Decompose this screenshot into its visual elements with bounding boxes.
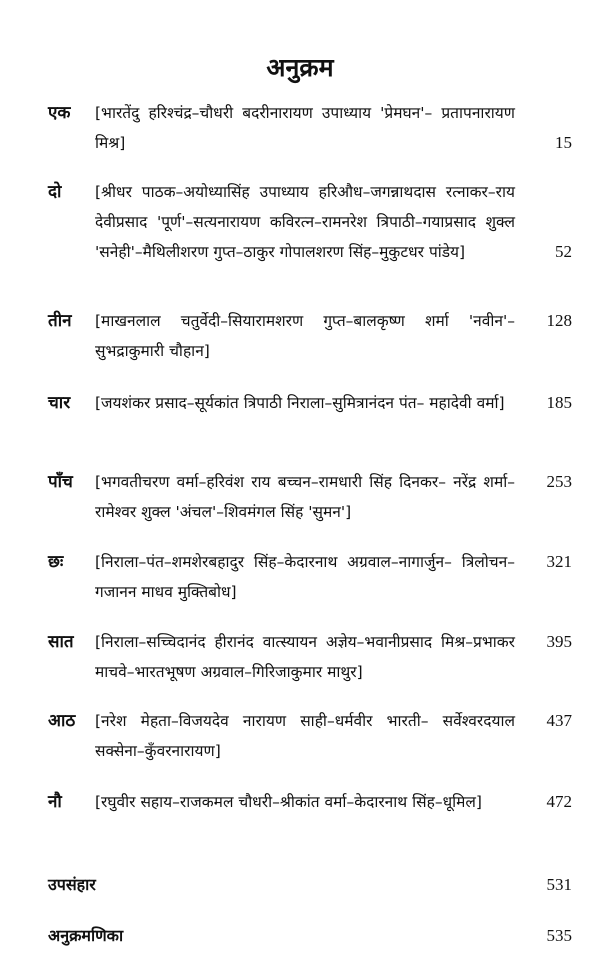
entry-text: [नरेश मेहता–विजयदेव नारायण साही–धर्मवीर भारती– सर्वेश्वरदयाल सक्सेना–कुँवरनारायण] xyxy=(95,712,515,760)
entry-text: [भारतेंदु हरिश्चंद्र–चौधरी बदरीनारायण उपाध्याय 'प्रेमघन'– प्रतापनारायण मिश्र] xyxy=(95,104,515,152)
entry-label: आठ xyxy=(48,711,76,731)
entry-label: एक xyxy=(48,103,71,123)
entry-page: 15 xyxy=(555,133,572,152)
entry-label: पाँच xyxy=(48,472,73,492)
entry-page: 52 xyxy=(555,242,572,261)
entry-text: [श्रीधर पाठक–अयोध्यासिंह उपाध्याय हरिऔध–जगन्नाथदास रत्नाकर–राय देवीप्रसाद 'पूर्ण'–सत्यनारायण कविरत्न–रामनरेश त्रिपाठी–गयाप्रसाद शुक्ल 'सनेही'–मैथिलीशरण गुप्त–ठाकुर गोपालशरण सिंह–मुकुटधर पांडेय] xyxy=(95,183,515,261)
entry-text: [निराला–पंत–शमशेरबहादुर सिंह–केदारनाथ अग्रवाल–नागार्जुन– त्रिलोचन–गजानन माधव मुक्तिबोध] xyxy=(95,553,515,601)
entry-page: 437 xyxy=(546,711,572,730)
entry-label: चार xyxy=(48,393,71,413)
entry-page: 531 xyxy=(546,875,572,894)
entry-label: छः xyxy=(48,552,64,572)
entry-page: 472 xyxy=(546,792,572,811)
entry-text: [रघुवीर सहाय–राजकमल चौधरी–श्रीकांत वर्मा–केदारनाथ सिंह–धूमिल] xyxy=(95,793,482,811)
entry-label: दो xyxy=(48,182,62,202)
entry-page: 395 xyxy=(546,632,572,651)
page-title: अनुक्रम xyxy=(266,53,334,82)
entry-page: 535 xyxy=(546,926,572,945)
entry-label: अनुक्रमणिका xyxy=(48,926,124,945)
entry-label: नौ xyxy=(48,792,62,812)
entry-page: 128 xyxy=(546,311,572,330)
entry-text: [भगवतीचरण वर्मा–हरिवंश राय बच्चन–रामधारी सिंह दिनकर– नरेंद्र शर्मा–रामेश्वर शुक्ल 'अंचल'–शिवमंगल सिंह 'सुमन'] xyxy=(95,473,515,521)
entry-text: [माखनलाल चतुर्वेदी–सियारामशरण गुप्त–बालकृष्ण शर्मा 'नवीन'–सुभद्राकुमारी चौहान] xyxy=(95,312,515,360)
entry-page: 253 xyxy=(546,472,572,491)
entry-page: 321 xyxy=(546,552,572,571)
entry-label: तीन xyxy=(48,311,72,331)
entry-text: [निराला–सच्चिदानंद हीरानंद वात्स्यायन अज्ञेय–भवानीप्रसाद मिश्र–प्रभाकर माचवे–भारतभूषण अग्रवाल–गिरिजाकुमार माथुर] xyxy=(95,633,515,681)
entry-label: उपसंहार xyxy=(48,875,96,894)
entry-text: [जयशंकर प्रसाद–सूर्यकांत त्रिपाठी निराला–सुमित्रानंदन पंत– महादेवी वर्मा] xyxy=(95,394,505,412)
entry-label: सात xyxy=(48,632,74,652)
entry-page: 185 xyxy=(546,393,572,412)
